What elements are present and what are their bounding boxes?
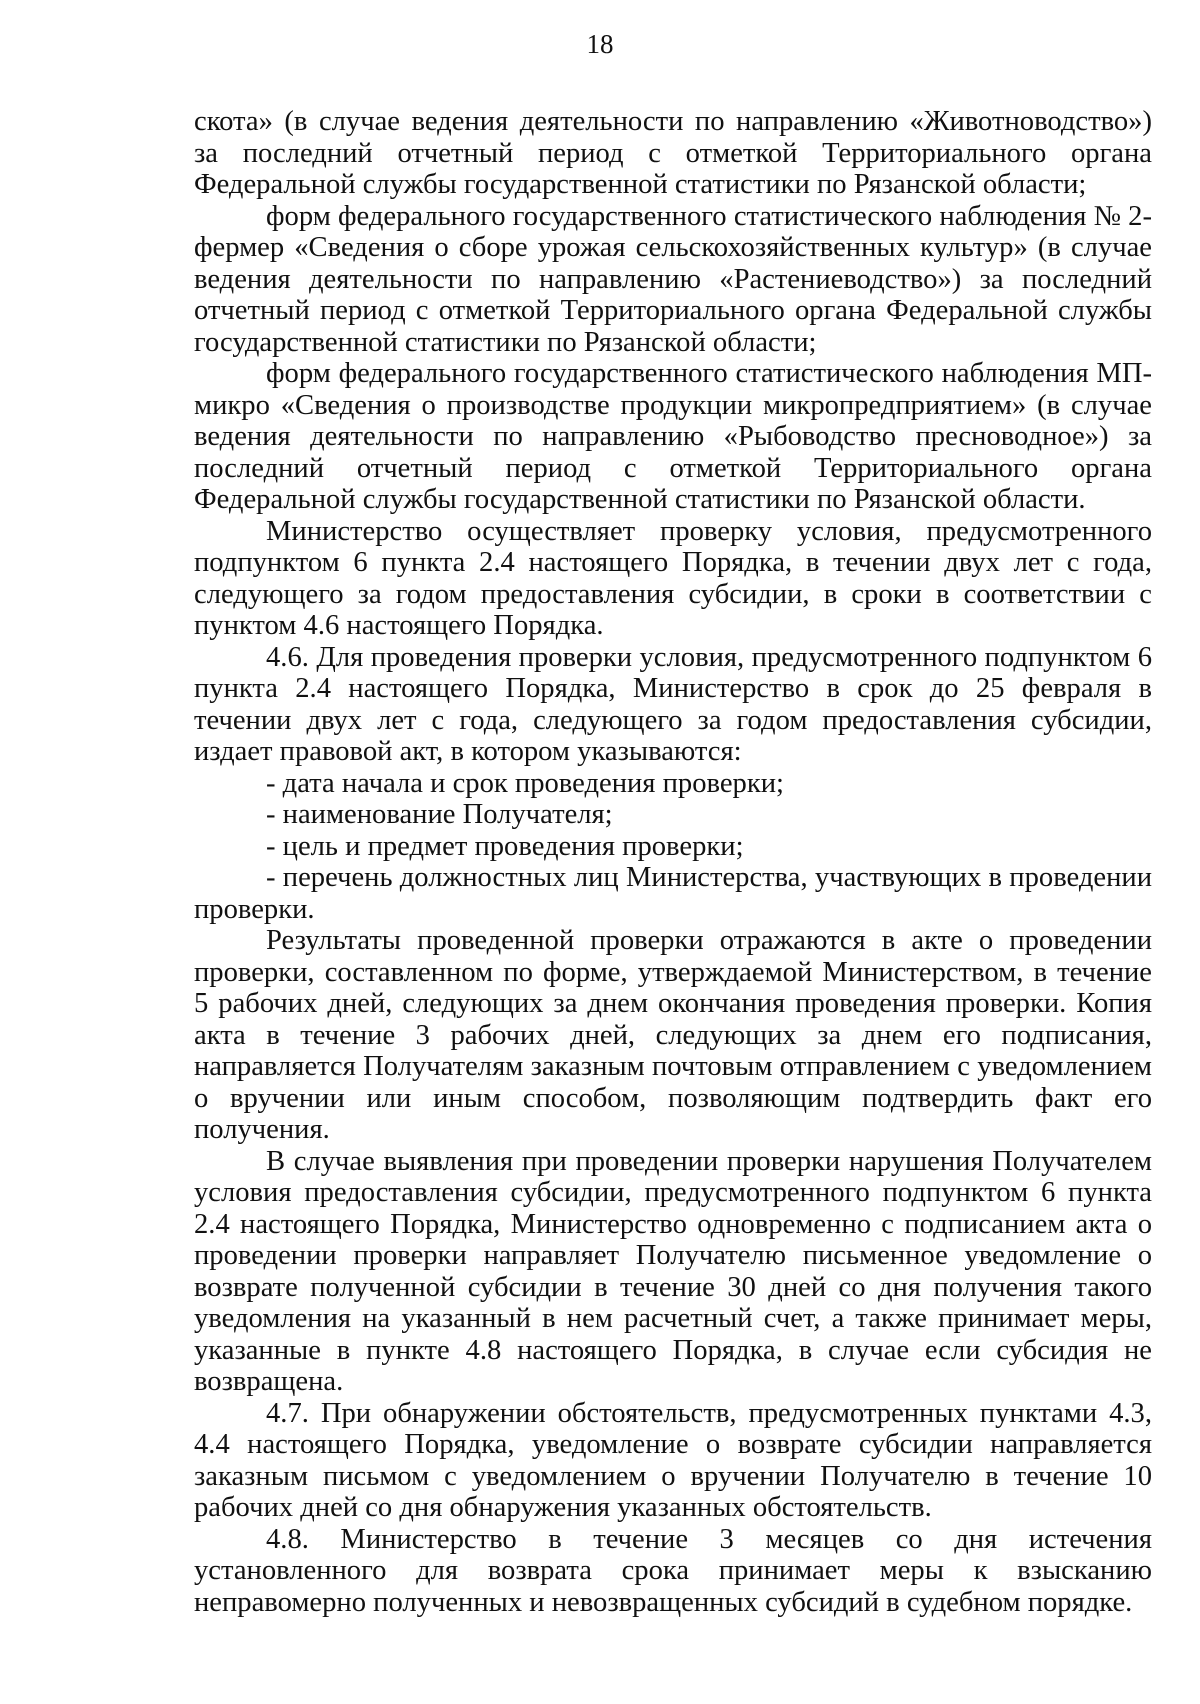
paragraph: форм федерального государственного статистического наблюдения МП-микро «Сведения о производстве продукции микропредприятием» (в случае ведения деятельности по направлению «Рыбоводство пресноводное») за последний отчетный период с отметкой Территориального органа Федеральной службы государственной статистики по Рязанской области. <box>194 358 1152 515</box>
paragraph: Результаты проведенной проверки отражаются в акте о проведении проверки, составленном по форме, утверждаемой Министерством, в течение 5 рабочих дней, следующих за днем окончания проведения проверки. Копия акта в течение 3 рабочих дней, следующих за днем его подписания, направляется Получателям заказным почтовым отправлением с уведомлением о вручении или иным способом, позволяющим подтвердить факт его получения. <box>194 925 1152 1145</box>
document-body <box>194 106 1152 1618</box>
list-item: - перечень должностных лиц Министерства, участвующих в проведении проверки. <box>194 862 1152 925</box>
list-item: - цель и предмет проведения проверки; <box>266 830 744 862</box>
paragraph: форм федерального государственного статистического наблюдения № 2-фермер «Сведения о сборе урожая сельскохозяйственных культур» (в случае ведения деятельности по направлению «Растениеводство») за последний отчетный период с отметкой Территориального органа Федеральной службы государственной статистики по Рязанской области; <box>194 200 1152 358</box>
paragraph: скота» (в случае ведения деятельности по направлению «Животноводство») за последний отчетный период с отметкой Территориального органа Федеральной службы государственной статистики по Рязанской области; <box>194 106 1152 200</box>
paragraph: 4.6. Для проведения проверки условия, предусмотренного подпунктом 6 пункта 2.4 настоящего Порядка, Министерство в срок до 25 февраля в течении двух лет с года, следующего за годом предоставления субсидии, издает правовой акт, в котором указываются: <box>194 641 1152 767</box>
paragraph: 4.8. Министерство в течение 3 месяцев со дня истечения установленного для возврата срока принимает меры к взысканию неправомерно полученных и невозвращенных субсидий в судебном порядке. <box>194 1523 1152 1618</box>
page-number: 18 <box>586 29 614 59</box>
paragraph: В случае выявления при проведении проверки нарушения Получателем условия предоставления субсидии, предусмотренного подпунктом 6 пункта 2.4 настоящего Порядка, Министерство одновременно с подписанием акта о проведении проверки направляет Получателю письменное уведомление о возврате полученной субсидии в течение 30 дней со дня получения такого уведомления на указанный в нем расчетный счет, а также принимает меры, указанные в пункте 4.8 настоящего Порядка, в случае если субсидия не возвращена. <box>194 1145 1152 1397</box>
list-item: - наименование Получателя; <box>266 799 613 830</box>
paragraph: Министерство осуществляет проверку условия, предусмотренного подпунктом 6 пункта 2.4 настоящего Порядка, в течении двух лет с года, следующего за годом предоставления субсидии, в сроки в соответствии с пунктом 4.6 настоящего Порядка. <box>194 515 1152 641</box>
list-item: - дата начала и срок проведения проверки; <box>266 767 784 799</box>
paragraph: 4.7. При обнаружении обстоятельств, предусмотренных пунктами 4.3, 4.4 настоящего Порядка, уведомление о возврате субсидии направляется заказным письмом с уведомлением о вручении Получателю в течение 10 рабочих дней со дня обнаружения указанных обстоятельств. <box>194 1397 1152 1523</box>
